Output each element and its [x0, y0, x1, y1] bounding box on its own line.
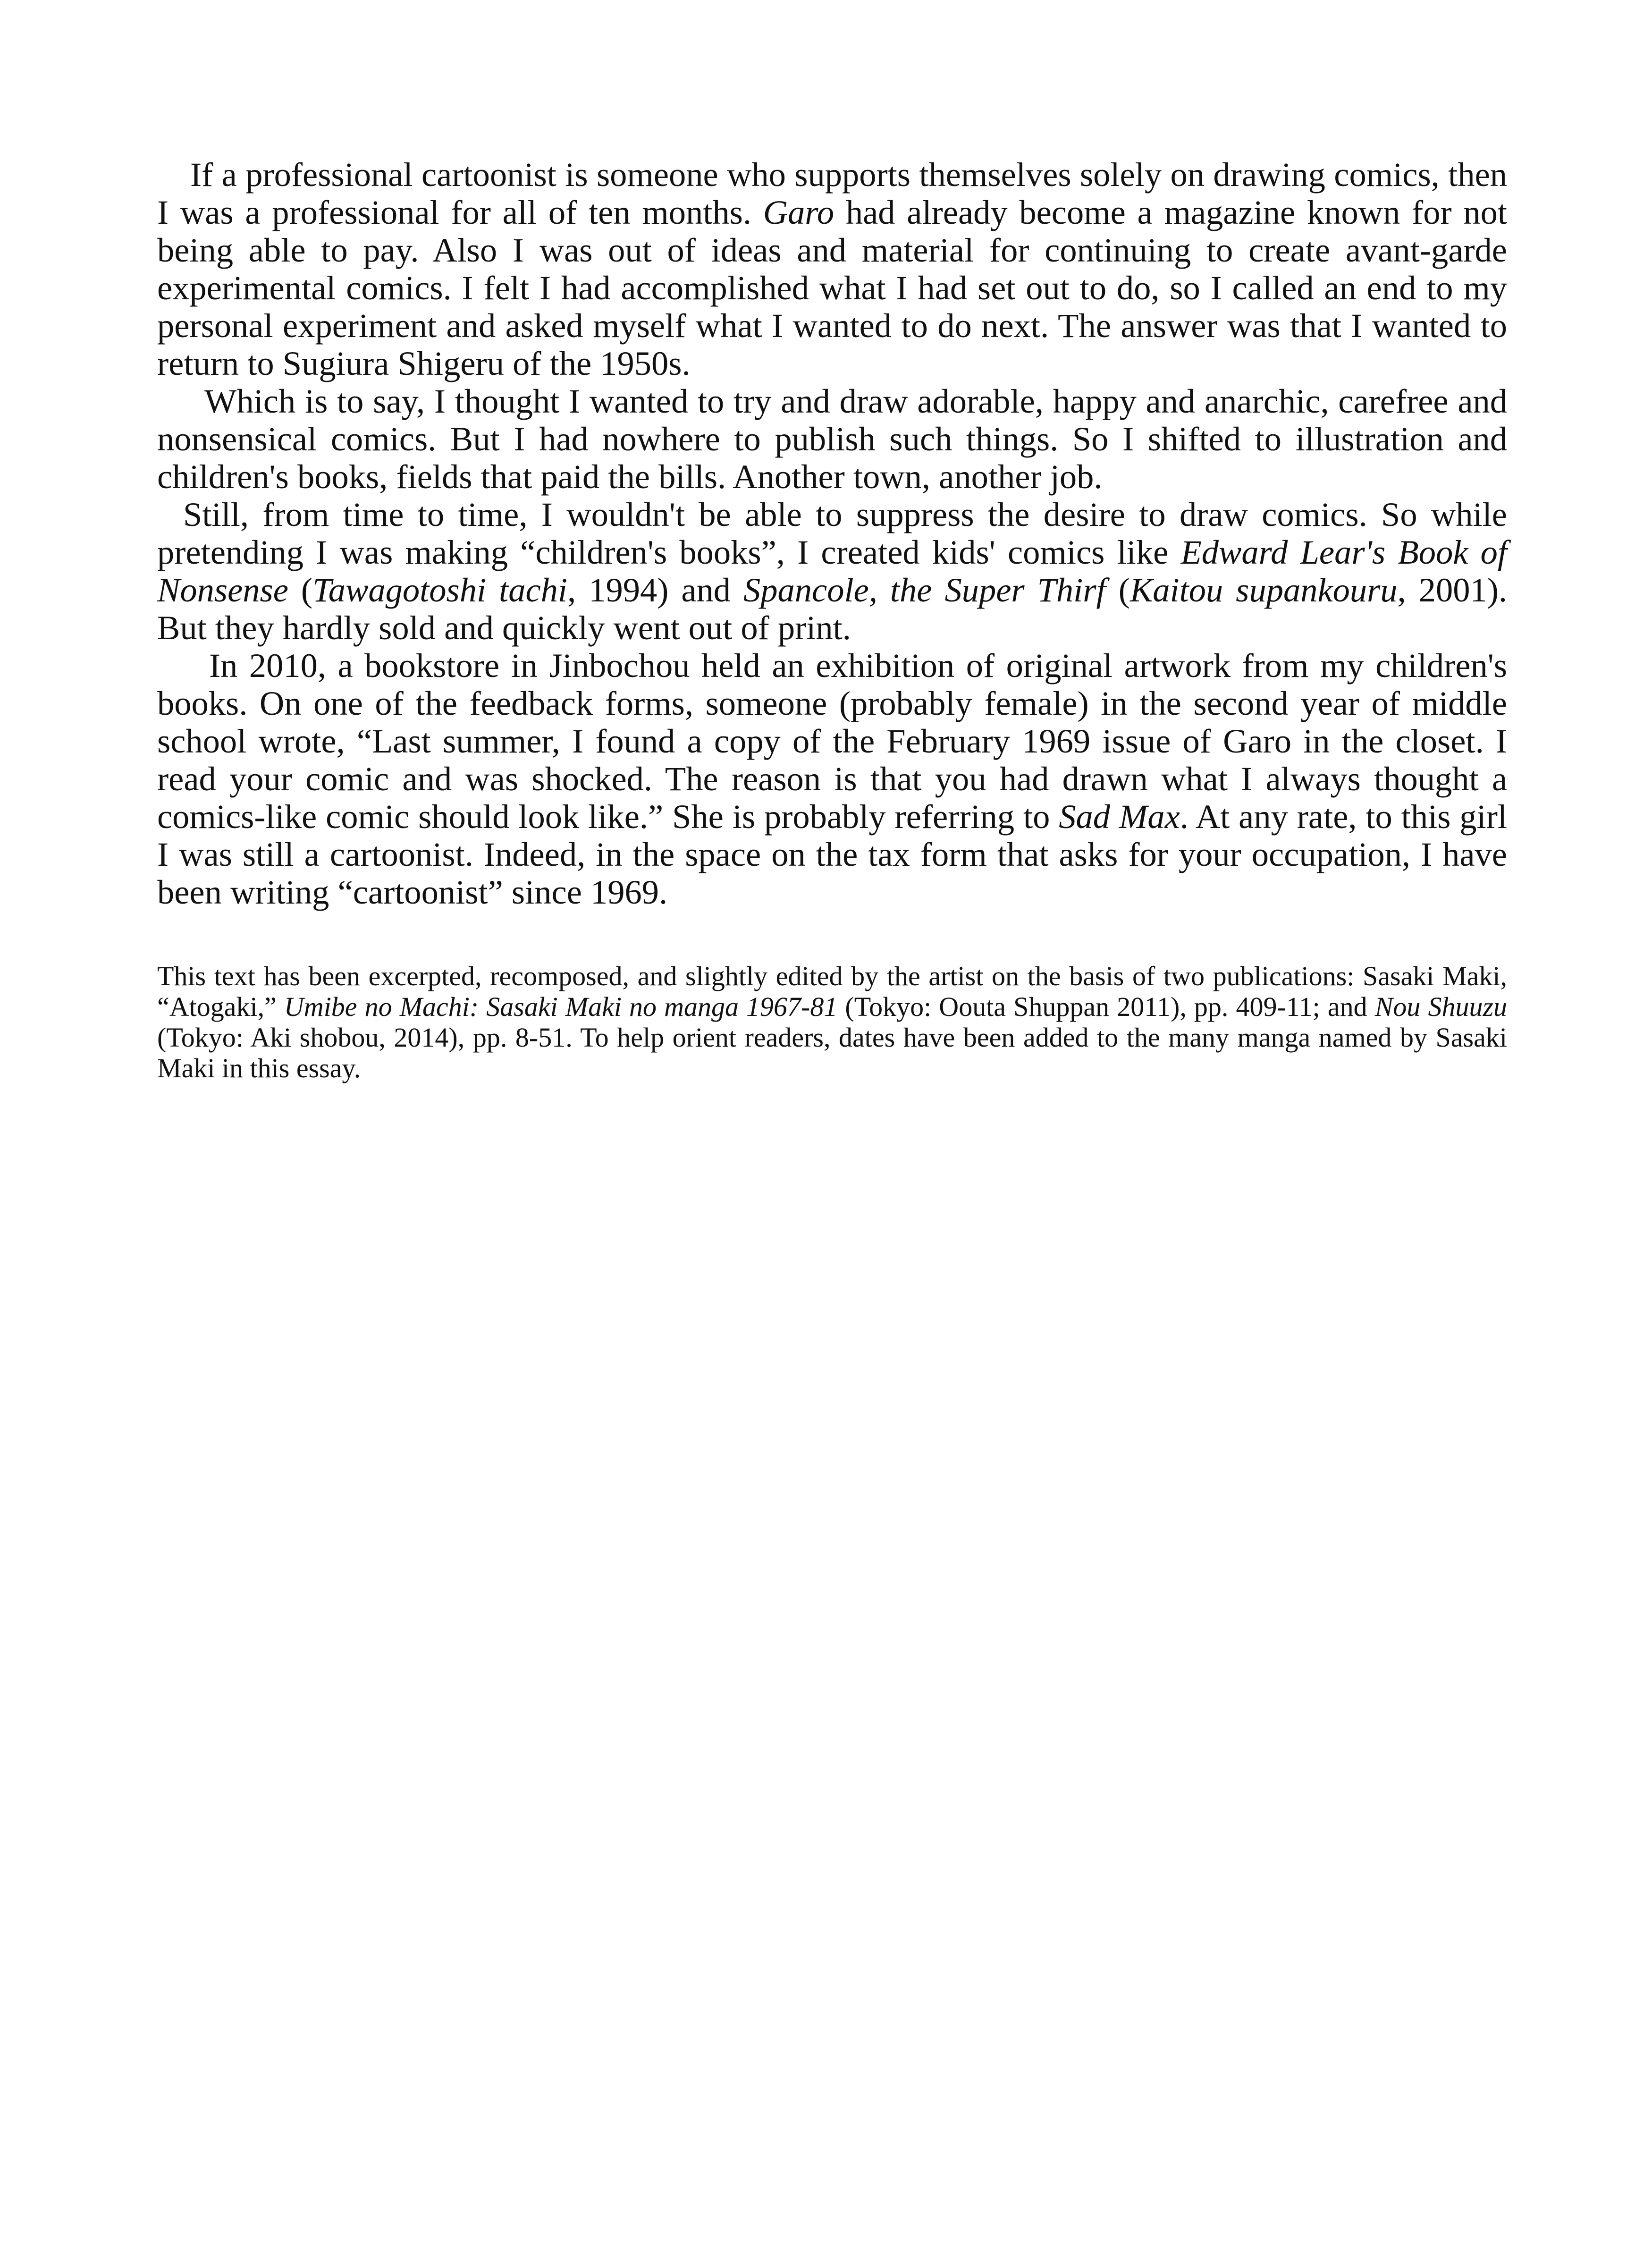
paragraph [157, 156, 1507, 382]
text-run: This text has been excerpted, recomposed, and slightly edited by the artist on the basis of two publications: Sasaki Maki, “Atogaki,” [157, 961, 1507, 1022]
text-run: , 1994) and [567, 571, 744, 609]
text-run: , 2001). But they hardly sold and quickly went out of print. [157, 571, 1507, 647]
text-run: had already become a magazine known for not being able to pay. Also I was out of ideas and material for continuing to create avant-garde experimental comics. I felt I had accomplished what I had set out to do, so I called an end to my personal experiment and asked myself what I wanted to do next. The answer was that I wanted to return to Sugiura Shigeru of the 1950s. [157, 193, 1507, 382]
note-paragraph [157, 961, 1507, 1083]
paragraph [157, 382, 1507, 496]
text-run: ( [288, 571, 313, 609]
book-title: Spancole, the Super Thirf [743, 571, 1106, 609]
book-title: Edward Lear's Book of Nonsense [157, 533, 1507, 609]
text-run: If a professional cartoonist is someone who supports themselves solely on drawing comics, then I was a professional for all of ten months. [157, 155, 1507, 231]
text-run: Which is to say, I thought I wanted to try and draw adorable, happy and anarchic, carefree and nonsensical comics. But I had nowhere to publish such things. So I shifted to illustration and children's books, fields that paid the bills. Another town, another job. [157, 382, 1507, 496]
text-run: ( [1105, 571, 1130, 609]
text-run: Still, from time to time, I wouldn't be able to suppress the desire to draw comics. So while pretending I was making “children's books”, I created kids' comics like [157, 495, 1507, 571]
document-page [157, 156, 1507, 1083]
publication-title: Umibe no Machi: Sasaki Maki no manga 1967-81 [284, 991, 838, 1022]
paragraph [157, 647, 1507, 911]
book-title: Tawagotoshi tachi [312, 571, 568, 609]
publication-title: Nou Shuuzu [1374, 991, 1508, 1022]
text-run: (Tokyo: Aki shobou, 2014), pp. 8-51. To help orient readers, dates have been added to the many manga named by Sasaki Maki in this essay. [157, 1022, 1507, 1083]
source-note [157, 961, 1507, 1083]
magazine-title: Garo [763, 193, 834, 231]
paragraph [157, 496, 1507, 647]
text-run: (Tokyo: Oouta Shuppan 2011), pp. 409-11; and [837, 991, 1375, 1022]
text-run: In 2010, a bookstore in Jinbochou held an exhibition of original artwork from my children's books. On one of the feedback forms, someone (probably female) in the second year of middle school wrote, “Last summer, I found a copy of the February 1969 issue of Garo in the closet. I read your comic and was shocked. The reason is that you had drawn what I always thought a comics-like comic should look like.” She is probably referring to [157, 646, 1507, 836]
text-run: . At any rate, to this girl I was still a cartoonist. Indeed, in the space on the tax form that asks for your occupation, I have been writing “cartoonist” since 1969. [157, 797, 1507, 911]
comic-title: Sad Max [1059, 797, 1180, 836]
essay-body [157, 156, 1507, 911]
book-title: Kaitou supankouru [1129, 571, 1398, 609]
